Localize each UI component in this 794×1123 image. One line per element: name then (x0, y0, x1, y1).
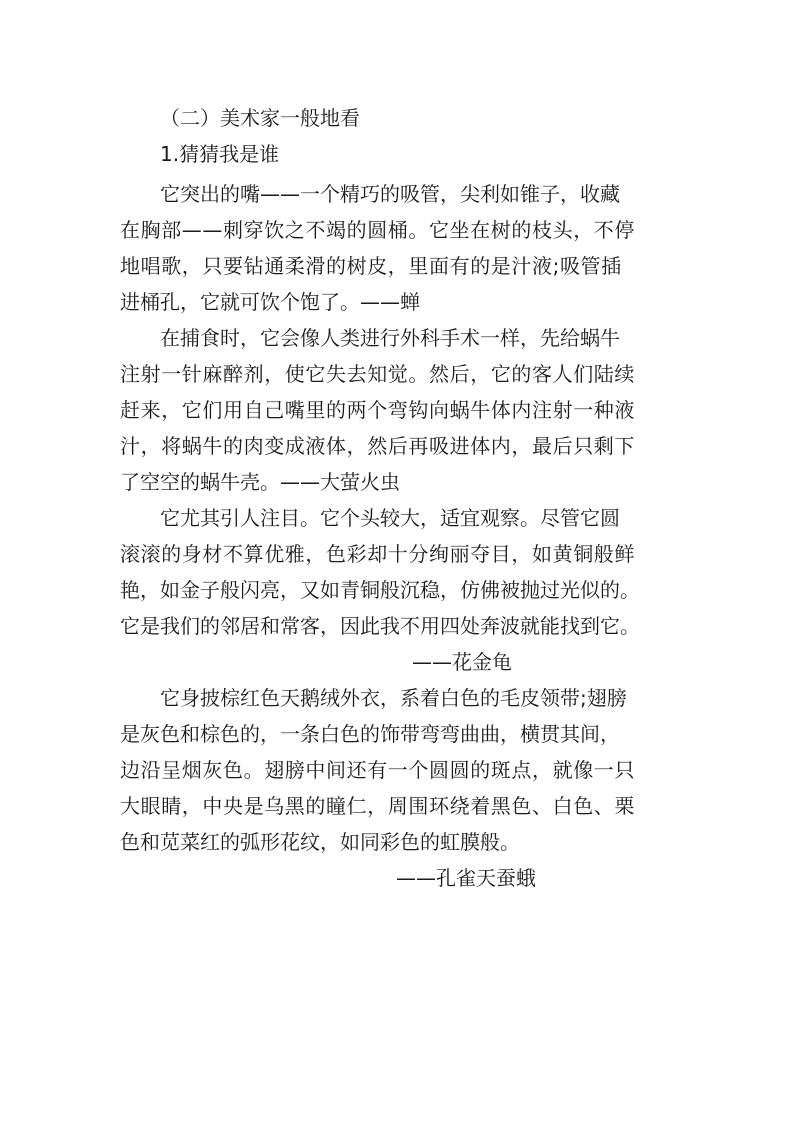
text-line: 它是我们的邻居和常客，因此我不用四处奔波就能找到它。 (120, 614, 640, 638)
section-title: （二）美术家一般地看 (160, 106, 360, 130)
text-line: 在胸部——刺穿饮之不竭的圆桶。它坐在树的枝头，不停 (120, 218, 635, 242)
text-line: 在捕食时，它会像人类进行外科手术一样，先给蜗牛 (160, 326, 620, 350)
text-line: 边沿呈烟灰色。翅膀中间还有一个圆圆的斑点，就像一只 (120, 758, 635, 782)
text-line: 汁，将蜗牛的肉变成液体，然后再吸进体内，最后只剩下 (120, 434, 635, 458)
text-line: 地唱歌，只要钻通柔滑的树皮，里面有的是汁液;吸管插 (120, 254, 622, 278)
document-body (120, 100, 685, 896)
text-line: 它突出的嘴——一个精巧的吸管，尖利如锥子，收藏 (160, 182, 620, 206)
text-line: 色和苋菜红的弧形花纹，如同彩色的虹膜般。 (120, 830, 520, 854)
paragraph-rose-chafer (120, 500, 685, 680)
subsection-title: 1.猜猜我是谁 (160, 142, 280, 166)
text-line: 进桶孔，它就可饮个饱了。——蝉 (120, 290, 420, 314)
text-line: 赶来，它们用自己嘴里的两个弯钩向蜗牛体内注射一种液 (120, 398, 635, 422)
text-line: 了空空的蜗牛壳。——大萤火虫 (120, 470, 400, 494)
paragraph-cicada (120, 176, 685, 320)
signature: ——花金龟 (412, 650, 512, 674)
paragraph-firefly (120, 320, 685, 500)
text-line: 注射一针麻醉剂，使它失去知觉。然后，它的客人们陆续 (120, 362, 635, 386)
text-line: 艳，如金子般闪亮，又如青铜般沉稳，仿佛被抛过光似的。 (120, 578, 640, 602)
signature: ——孔雀天蚕蛾 (396, 866, 536, 890)
text-line: 滚滚的身材不算优雅，色彩却十分绚丽夺目，如黄铜般鲜 (120, 542, 635, 566)
paragraph-peacock-moth (120, 680, 685, 896)
text-line: 它身披棕红色天鹅绒外衣，系着白色的毛皮领带;翅膀 (160, 686, 627, 710)
text-line: 是灰色和棕色的，一条白色的饰带弯弯曲曲，横贯其间， (120, 722, 620, 746)
text-line: 它尤其引人注目。它个头较大，适宜观察。尽管它圆 (160, 506, 620, 530)
text-line: 大眼睛，中央是乌黑的瞳仁，周围环绕着黑色、白色、栗 (120, 794, 635, 818)
